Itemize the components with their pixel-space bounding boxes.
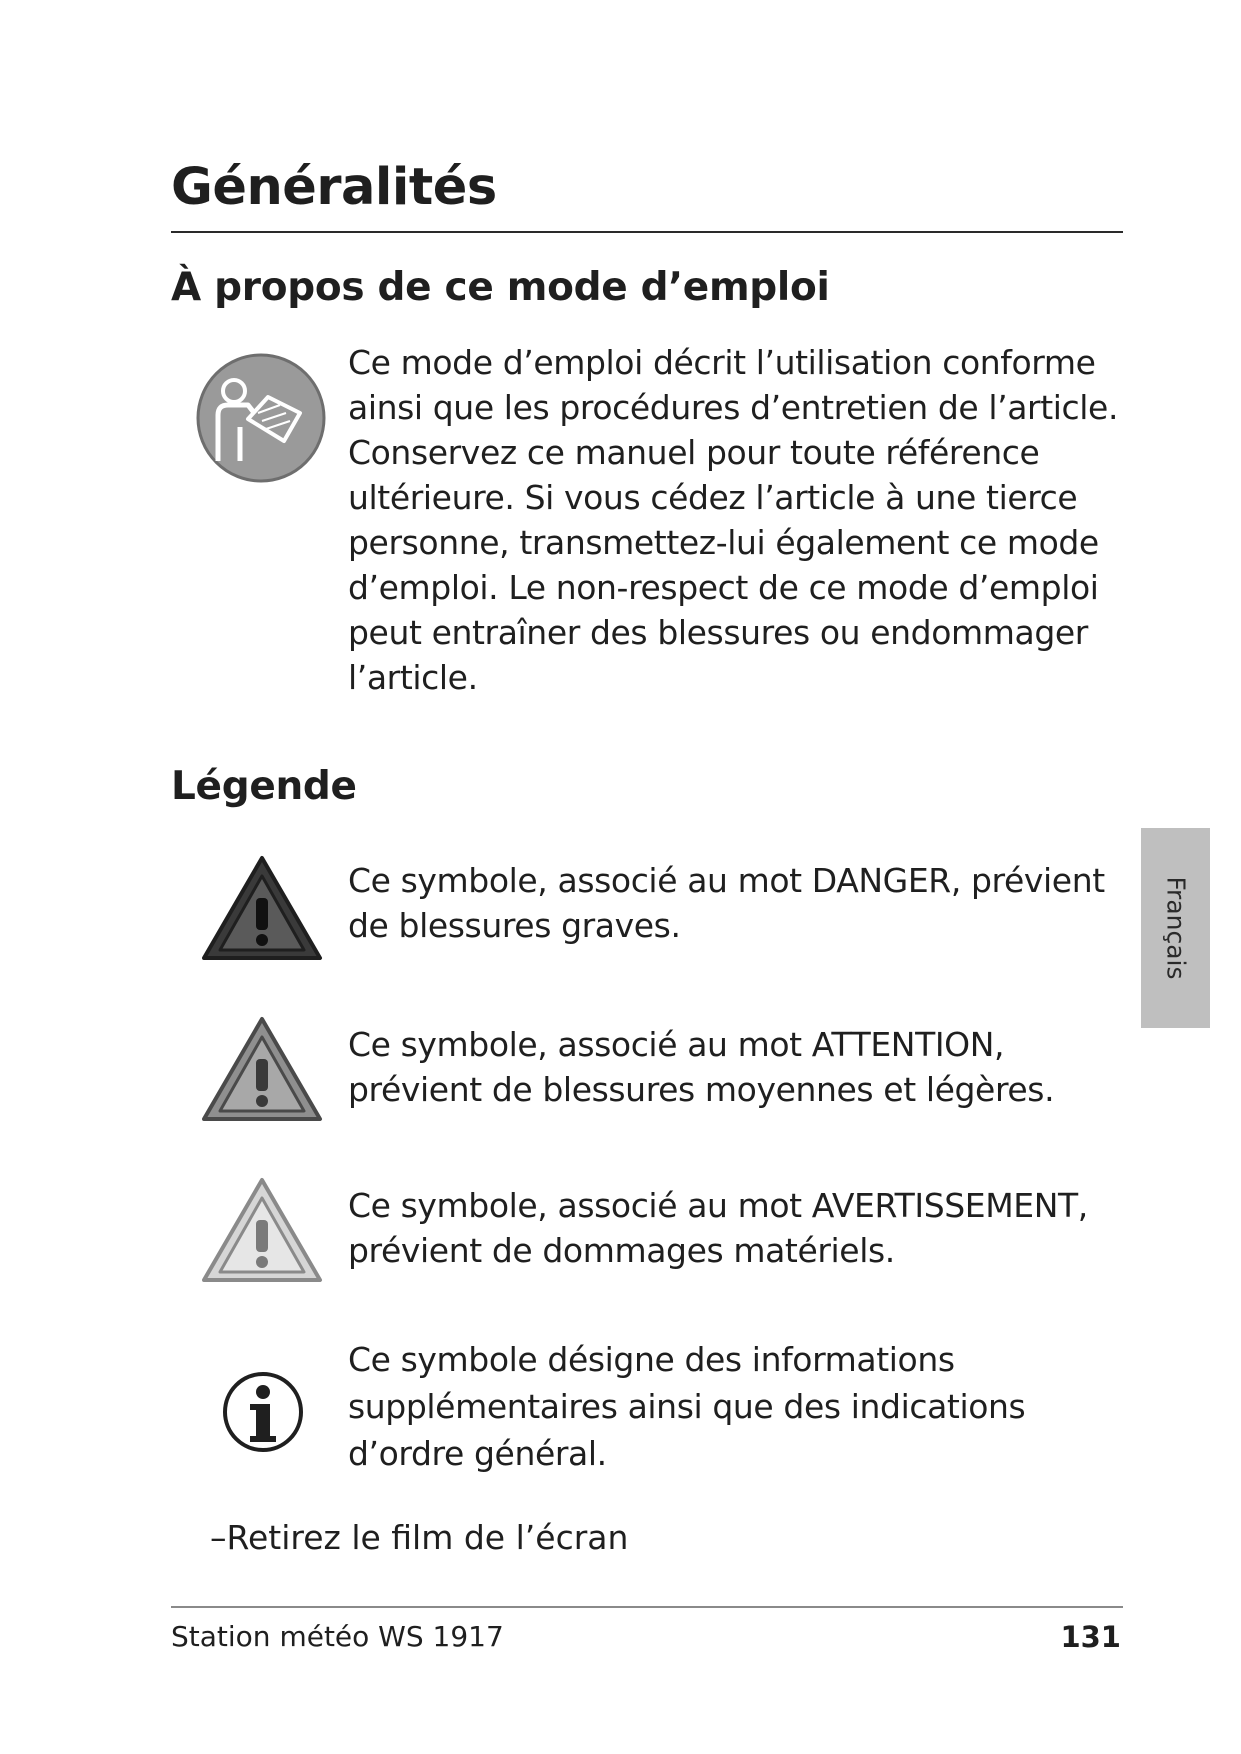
legend-line: prévient de blessures moyennes et légères. xyxy=(348,1070,1055,1109)
legend-text-danger xyxy=(348,858,1128,948)
legend-line: supplémentaires ainsi que des indications xyxy=(348,1387,1026,1426)
language-tab-label: Français xyxy=(1161,876,1190,980)
attention-triangle-icon xyxy=(200,1013,324,1125)
language-tab xyxy=(1141,828,1210,1028)
about-line: d’emploi. Le non-respect de ce mode d’emploi xyxy=(348,568,1099,607)
legend-text-warning xyxy=(348,1183,1128,1273)
about-line: ainsi que les procédures d’entretien de l’article. xyxy=(348,388,1119,427)
page-title: Généralités xyxy=(171,158,497,217)
about-line: l’article. xyxy=(348,658,478,697)
page-number: 131 xyxy=(1060,1620,1121,1654)
footer-divider xyxy=(171,1606,1123,1608)
legend-line: Ce symbole, associé au mot AVERTISSEMENT, xyxy=(348,1186,1088,1225)
title-divider xyxy=(171,231,1123,233)
section-heading-legend: Légende xyxy=(171,764,357,809)
legend-text-info xyxy=(348,1336,1128,1477)
legend-line: prévient de dommages matériels. xyxy=(348,1231,895,1270)
about-line: ultérieure. Si vous cédez l’article à une tierce xyxy=(348,478,1078,517)
about-line: Conservez ce manuel pour toute référence xyxy=(348,433,1040,472)
section-heading-about: À propos de ce mode d’emploi xyxy=(171,265,830,310)
info-icon xyxy=(221,1370,305,1454)
danger-triangle-icon xyxy=(200,852,324,964)
about-paragraph xyxy=(348,340,1128,700)
footer-product: Station météo WS 1917 xyxy=(171,1620,504,1653)
legend-line: d’ordre général. xyxy=(348,1434,607,1473)
about-line: Ce mode d’emploi décrit l’utilisation conforme xyxy=(348,343,1096,382)
legend-line: Ce symbole, associé au mot DANGER, prévient xyxy=(348,861,1105,900)
legend-line: Ce symbole désigne des informations xyxy=(348,1340,955,1379)
legend-text-attention xyxy=(348,1022,1128,1112)
instruction-text: –Retirez le film de l’écran xyxy=(210,1518,629,1557)
read-manual-icon xyxy=(196,353,326,483)
about-line: personne, transmettez-lui également ce mode xyxy=(348,523,1099,562)
warning-triangle-icon xyxy=(200,1174,324,1286)
legend-line: Ce symbole, associé au mot ATTENTION, xyxy=(348,1025,1005,1064)
about-line: peut entraîner des blessures ou endommager xyxy=(348,613,1088,652)
legend-line: de blessures graves. xyxy=(348,906,681,945)
